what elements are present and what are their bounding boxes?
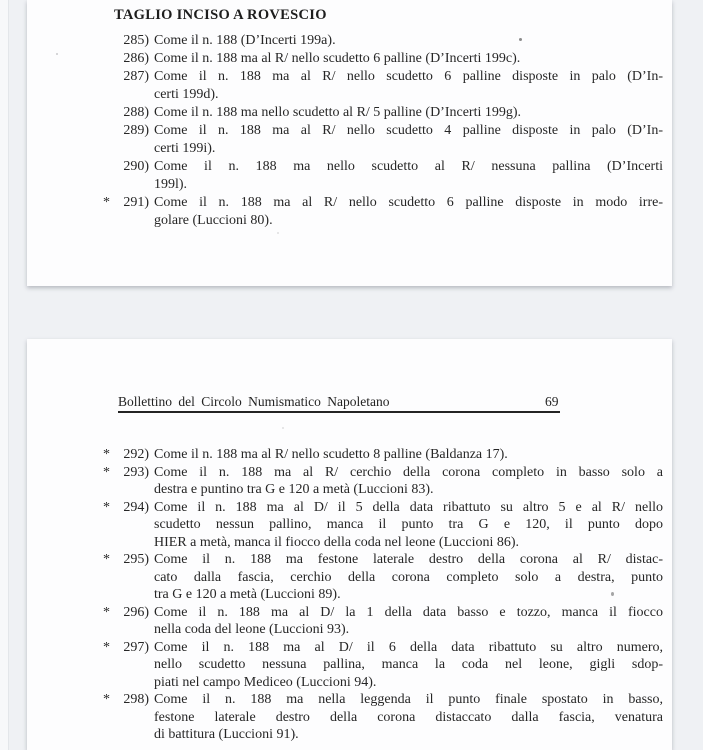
entry-text bbox=[154, 194, 663, 230]
catalog-entry-292 bbox=[103, 446, 663, 464]
catalog-entry-286 bbox=[103, 50, 663, 68]
scan-speck bbox=[611, 592, 614, 596]
entry-line: tra G e 120 a metà (Luccioni 89). bbox=[154, 587, 341, 602]
entry-line: Come il n. 188 ma nella leggenda il punto finale spostato in basso, bbox=[154, 692, 663, 707]
entry-number: 296) bbox=[123, 604, 149, 620]
entry-number: 291) bbox=[123, 195, 149, 210]
scan-speck bbox=[519, 38, 522, 41]
entry-line: Come il n. 188 (D’Incerti 199a). bbox=[154, 33, 336, 48]
catalog-entry-293 bbox=[103, 464, 663, 499]
scan-speck bbox=[282, 427, 284, 429]
entry-number: 292) bbox=[123, 447, 149, 462]
entry-line: Come il n. 188 ma al R/ cerchio della corona completo in basso solo a bbox=[154, 464, 663, 480]
entry-number: 293) bbox=[123, 464, 149, 480]
entry-line: festone laterale destro della corona distaccato dalla fascia, venatura bbox=[154, 709, 663, 725]
entry-text bbox=[154, 464, 663, 499]
entry-star: * bbox=[103, 499, 110, 515]
entry-line: Come il n. 188 ma al R/ nello scudetto 4 palline disposte in palo (D’In- bbox=[154, 123, 663, 138]
entry-star: * bbox=[103, 464, 110, 480]
entry-text bbox=[154, 639, 663, 692]
catalog-entry-288 bbox=[103, 104, 663, 122]
entry-line: certi 199i). bbox=[154, 141, 216, 156]
entry-number: 287) bbox=[123, 69, 149, 84]
entry-text bbox=[154, 158, 663, 194]
entry-star: * bbox=[103, 447, 110, 462]
entry-text bbox=[154, 551, 663, 604]
scan-speck bbox=[56, 53, 58, 55]
entry-line: certi 199d). bbox=[154, 87, 219, 102]
scan-speck bbox=[277, 232, 279, 234]
entry-number: 295) bbox=[123, 552, 149, 567]
entry-line: nello scudetto nessuna pallina, manca la coda nel leone, gigli sdop- bbox=[154, 657, 663, 672]
entry-number: 298) bbox=[123, 692, 149, 707]
entry-star: * bbox=[103, 692, 110, 707]
entry-star: * bbox=[103, 195, 110, 210]
scan-speck bbox=[294, 734, 296, 736]
entry-text bbox=[154, 446, 663, 464]
catalog-entry-297 bbox=[103, 639, 663, 692]
entry-line: golare (Luccioni 80). bbox=[154, 213, 273, 228]
entry-text bbox=[154, 50, 663, 68]
catalog-entry-296 bbox=[103, 604, 663, 639]
catalog-entry-285 bbox=[103, 32, 663, 50]
entry-list-page-2 bbox=[103, 446, 663, 744]
running-header-title: Bollettino del Circolo Numismatico Napoletano bbox=[118, 394, 390, 409]
entry-line: HIER a metà, manca il fiocco della coda nel leone (Luccioni 86). bbox=[154, 534, 520, 550]
entry-line: scudetto nessun pallino, manca il punto tra G e 120, il punto dopo bbox=[154, 517, 663, 532]
catalog-entry-289 bbox=[103, 122, 663, 158]
entry-line: Come il n. 188 ma al D/ la 1 della data basso e tozzo, manca il fiocco bbox=[154, 604, 663, 620]
scanned-page-1 bbox=[27, 0, 672, 286]
entry-line: Come il n. 188 ma al D/ il 5 della data ribattuto su altro 5 e al R/ nello bbox=[154, 499, 663, 515]
entry-text bbox=[154, 604, 663, 639]
entry-line: Come il n. 188 ma al R/ nello scudetto 6 palline disposte in modo irre- bbox=[154, 195, 663, 210]
catalog-entry-295 bbox=[103, 551, 663, 604]
entry-line: Come il n. 188 ma al R/ nello scudetto 6 palline disposte in palo (D’In- bbox=[154, 69, 663, 84]
entry-line: cato dalla fascia, cerchio della corona completo solo a destra, punto bbox=[154, 569, 663, 585]
entry-star: * bbox=[103, 552, 110, 567]
entry-text bbox=[154, 104, 663, 122]
entry-line: Come il n. 188 ma nello scudetto al R/ 5 palline (D’Incerti 199g). bbox=[154, 105, 522, 120]
entry-line: Come il n. 188 ma al R/ nello scudetto 8 palline (Baldanza 17). bbox=[154, 447, 508, 462]
entry-number: 294) bbox=[123, 499, 149, 515]
entry-star: * bbox=[103, 639, 110, 655]
catalog-entry-294 bbox=[103, 499, 663, 552]
catalog-entry-291 bbox=[103, 194, 663, 230]
catalog-entry-298 bbox=[103, 691, 663, 744]
scanned-page-2 bbox=[27, 339, 672, 750]
entry-text bbox=[154, 499, 663, 552]
entry-line: piati nel campo Mediceo (Luccioni 94). bbox=[154, 674, 377, 690]
entry-number: 286) bbox=[123, 51, 149, 66]
entry-text bbox=[154, 691, 663, 744]
entry-number: 297) bbox=[123, 639, 149, 655]
entry-number: 290) bbox=[123, 159, 149, 174]
entry-number: 285) bbox=[123, 33, 149, 48]
page-number: 69 bbox=[545, 394, 559, 409]
entry-line: 199l). bbox=[154, 177, 188, 192]
header-rule bbox=[118, 411, 560, 413]
entry-line: Come il n. 188 ma festone laterale destro della corona al R/ distac- bbox=[154, 552, 663, 567]
viewer-left-gutter bbox=[0, 0, 9, 750]
section-heading: TAGLIO INCISO A ROVESCIO bbox=[114, 7, 327, 23]
entry-line: Come il n. 188 ma al D/ il 6 della data ribattuto su altro numero, bbox=[154, 639, 663, 655]
entry-list-page-1 bbox=[103, 32, 663, 230]
entry-line: destra e puntino tra G e 120 a metà (Luccioni 83). bbox=[154, 482, 434, 497]
entry-text bbox=[154, 68, 663, 104]
entry-star: * bbox=[103, 604, 110, 620]
catalog-entry-287 bbox=[103, 68, 663, 104]
entry-line: di battitura (Luccioni 91). bbox=[154, 727, 299, 742]
entry-number: 289) bbox=[123, 123, 149, 138]
entry-line: Come il n. 188 ma nello scudetto al R/ nessuna pallina (D’Incerti bbox=[154, 159, 663, 174]
entry-text bbox=[154, 122, 663, 158]
entry-number: 288) bbox=[123, 105, 149, 120]
entry-text bbox=[154, 32, 663, 50]
entry-line: Come il n. 188 ma al R/ nello scudetto 6 palline (D’Incerti 199c). bbox=[154, 51, 521, 66]
catalog-entry-290 bbox=[103, 158, 663, 194]
entry-line: nella coda del leone (Luccioni 93). bbox=[154, 622, 350, 637]
